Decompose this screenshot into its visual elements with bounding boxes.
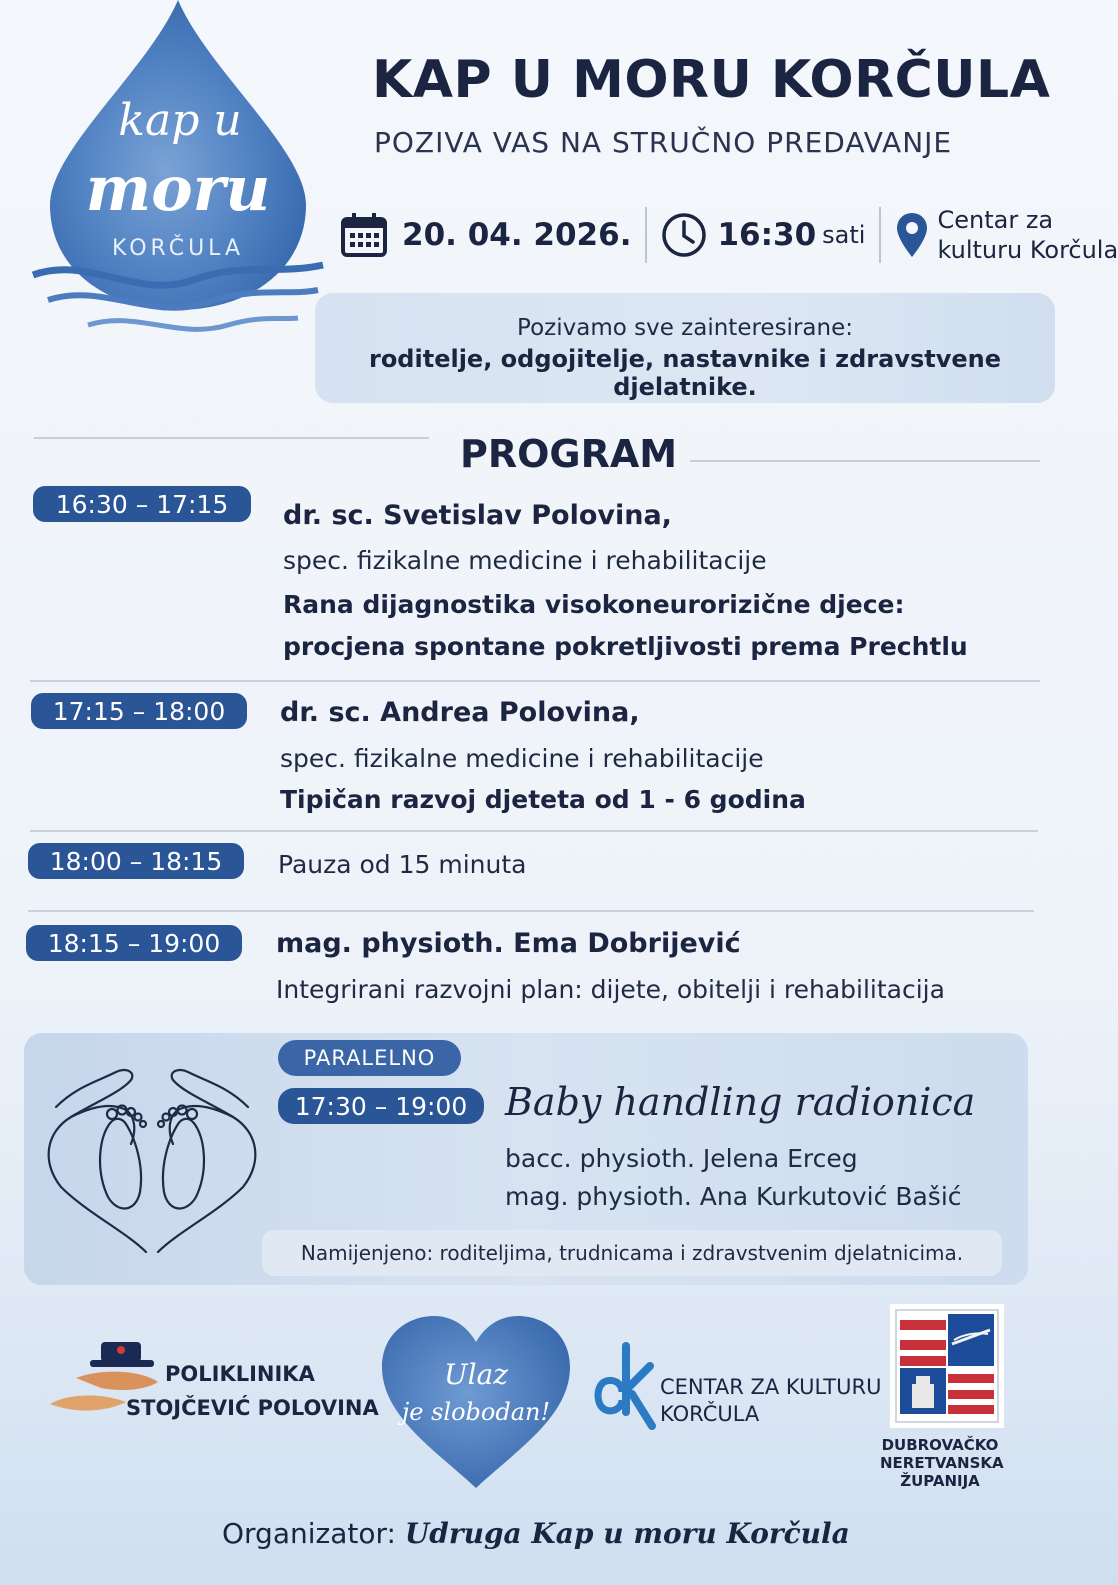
workshop-title: Baby handling radionica xyxy=(505,1080,976,1124)
organizer-line xyxy=(222,1517,850,1550)
free-entry-line1: Ulaz xyxy=(444,1358,508,1391)
time-badge: 17:30 – 19:00 xyxy=(278,1088,484,1124)
time-badge: 18:00 – 18:15 xyxy=(28,843,244,879)
invite-panel xyxy=(315,293,1055,403)
location-line1: Centar za xyxy=(937,206,1054,234)
logo-line3: KORČULA xyxy=(111,236,245,261)
poliklinika-name: POLIKLINIKA xyxy=(165,1362,315,1386)
event-title: KAP U MORU KORČULA xyxy=(372,50,1051,110)
event-subtitle: POZIVA VAS NA STRUČNO PREDAVANJE xyxy=(374,126,953,159)
divider xyxy=(30,830,1038,832)
divider xyxy=(879,207,881,263)
divider xyxy=(28,910,1034,912)
county-name-line: ŽUPANIJA xyxy=(900,1472,980,1490)
heart-icon xyxy=(378,1312,574,1492)
speaker-name: dr. sc. Andrea Polovina, xyxy=(280,697,640,728)
centar-za-kulturu-name: KORČULA xyxy=(660,1402,760,1426)
poliklinika-name: STOJČEVIĆ POLOVINA xyxy=(126,1396,379,1420)
lecture-topic: procjena spontane pokretljivosti prema Prechtlu xyxy=(283,632,968,661)
organizer-label: Organizator: xyxy=(222,1517,396,1550)
event-info-row xyxy=(340,200,1118,270)
event-location xyxy=(937,205,1118,265)
pause-label: Pauza od 15 minuta xyxy=(278,850,527,879)
lecture-topic: Integrirani razvojni plan: dijete, obitelji i rehabilitacija xyxy=(276,975,945,1004)
wave-icon xyxy=(88,318,298,329)
speaker-name: mag. physioth. Ema Dobrijević xyxy=(276,928,741,959)
centar-za-kulturu-name: CENTAR ZA KULTURU xyxy=(660,1375,882,1399)
workshop-person: bacc. physioth. Jelena Erceg xyxy=(505,1144,858,1173)
calendar-icon xyxy=(340,211,388,259)
kap-u-moru-logo xyxy=(28,0,328,360)
time-badge: 17:15 – 18:00 xyxy=(31,693,247,729)
location-pin-icon xyxy=(895,211,929,259)
intended-audience: Namijenjeno: roditeljima, trudnicama i zdravstvenim djelatnicima. xyxy=(262,1230,1002,1276)
county-name xyxy=(880,1436,1004,1490)
speaker-spec: spec. fizikalne medicine i rehabilitacije xyxy=(283,546,767,575)
logo-line2: moru xyxy=(85,152,271,225)
speaker-spec: spec. fizikalne medicine i rehabilitacije xyxy=(280,744,764,773)
free-entry-line2: je slobodan! xyxy=(401,1398,551,1426)
lecture-topic: Tipičan razvoj djeteta od 1 - 6 godina xyxy=(280,785,806,814)
organizer-name: Udruga Kap u moru Korčula xyxy=(404,1517,850,1550)
county-coat-of-arms-icon xyxy=(890,1304,1004,1428)
event-date: 20. 04. 2026. xyxy=(402,217,632,253)
divider xyxy=(30,680,1040,682)
workshop-person: mag. physioth. Ana Kurkutović Bašić xyxy=(505,1182,962,1211)
time-badge: 18:15 – 19:00 xyxy=(26,925,242,961)
event-time: 16:30 xyxy=(717,217,817,253)
logo-line1: kap u xyxy=(118,95,242,146)
speaker-name: dr. sc. Svetislav Polovina, xyxy=(283,500,672,531)
county-name-line: NERETVANSKA xyxy=(880,1454,1004,1472)
event-time-unit: sati xyxy=(822,221,866,249)
divider xyxy=(645,207,647,263)
clock-icon xyxy=(661,212,707,258)
program-title: PROGRAM xyxy=(460,432,678,476)
hands-baby-feet-icon xyxy=(36,1062,268,1262)
centar-za-kulturu-logo-icon xyxy=(594,1342,656,1434)
invite-line1: Pozivamo sve zainteresirane: xyxy=(517,315,853,341)
divider xyxy=(690,460,1040,462)
invite-line2: roditelje, odgojitelje, nastavnike i zdravstvene djelatnike. xyxy=(368,345,1001,401)
time-badge: 16:30 – 17:15 xyxy=(33,486,251,522)
lecture-topic: Rana dijagnostika visokoneurorizične djece: xyxy=(283,590,905,619)
parallel-tag: PARALELNO xyxy=(278,1040,461,1076)
divider xyxy=(34,437,429,439)
county-name-line: DUBROVAČKO xyxy=(881,1436,999,1454)
location-line2: kulturu Korčula xyxy=(937,236,1118,264)
